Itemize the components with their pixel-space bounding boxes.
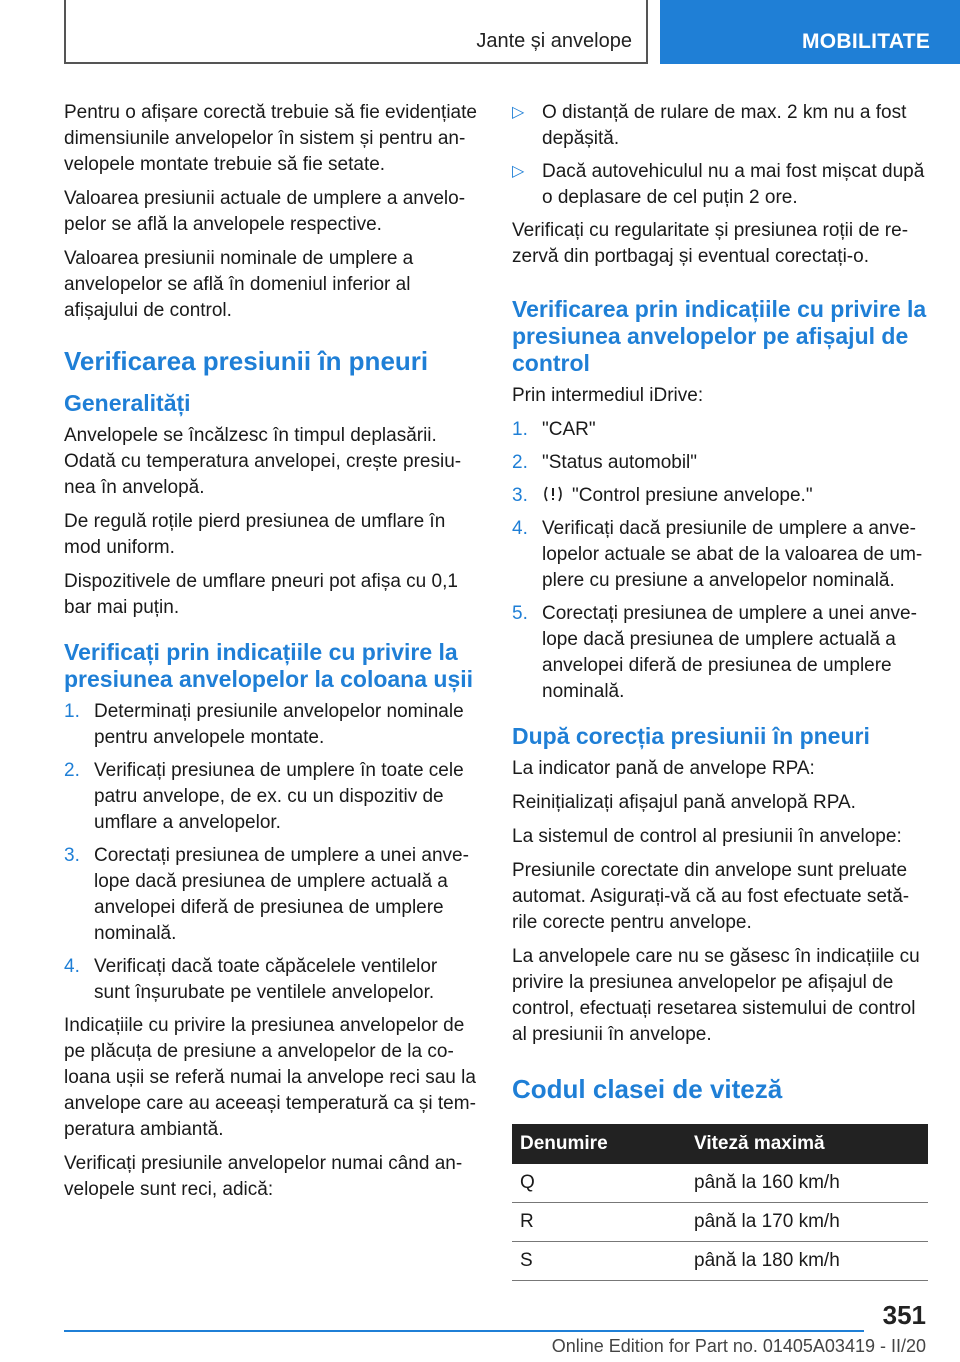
step-number: 4. <box>512 518 528 539</box>
table-cell: R <box>512 1203 686 1242</box>
step-number: 1. <box>64 701 80 722</box>
table-row <box>512 1242 928 1281</box>
after-para: Presiunile corectate din anvelope sunt preluate automat. Asigurați-vă că au fost efectuate setările corecte pentru anvelope. <box>512 860 910 933</box>
speed-class-table <box>512 1124 928 1281</box>
list-item <box>64 954 478 1006</box>
step-text: "Status automobil" <box>542 452 698 473</box>
intro-para: Valoarea presiunii nominale de umplere a anvelopelor se află în domeniul inferior al afișajului de control. <box>64 248 414 321</box>
list-item <box>64 843 478 947</box>
list-item <box>512 516 928 594</box>
heading-check-pressure: Verificarea presiunii în pneuri <box>64 346 429 376</box>
after-para: Reinițializați afișajul pană anvelopă RPA. <box>512 792 856 813</box>
step-number: 5. <box>512 603 528 624</box>
step-number: 2. <box>512 452 528 473</box>
conditions-list <box>512 100 928 211</box>
step-text: "Control presiune anvelope." <box>572 485 813 506</box>
step-text: Corectați presiunea de umplere a unei anvelope dacă presiunea de umplere actuală a anvelopei diferă de presiunea de umplere nominală. <box>94 845 469 944</box>
intro-para: Valoarea presiunii actuale de umplere a anvelopelor se află la anvelopele respective. <box>64 188 466 235</box>
general-para: Anvelopele se încălzesc în timpul deplasării. Odată cu temperatura anvelopei, crește presiunea în anvelopă. <box>64 425 462 498</box>
table-row <box>512 1203 928 1242</box>
left-column <box>64 100 478 1211</box>
step-text: Corectați presiunea de umplere a unei anvelope dacă presiunea de umplere actuală a anvelopei diferă de presiunea de umplere nominală. <box>542 603 917 702</box>
after-para: La sistemul de control al presiunii în anvelope: <box>512 826 902 847</box>
condition-text: Dacă autovehiculul nu a mai fost mișcat după o deplasare de cel puțin 2 ore. <box>542 161 925 208</box>
list-item <box>512 100 928 152</box>
general-para: Dispozitivele de umflare pneuri pot afișa cu 0,1 bar mai puțin. <box>64 571 458 618</box>
header-section-title: Jante și anvelope <box>476 30 632 52</box>
triangle-bullet-icon: ▷ <box>512 104 525 121</box>
step-number: 3. <box>512 485 528 506</box>
list-item <box>512 483 928 509</box>
table-cell: S <box>512 1242 686 1281</box>
step-text: "CAR" <box>542 419 596 440</box>
footer-edition: Online Edition for Part no. 01405A03419 - II/20 <box>551 1336 926 1356</box>
table-cell: Q <box>512 1164 686 1203</box>
door-para: Verificați presiunile anvelopelor numai când anvelopele sunt reci, adică: <box>64 1153 463 1200</box>
triangle-bullet-icon: ▷ <box>512 163 525 180</box>
condition-text: O distanță de rulare de max. 2 km nu a fost depășită. <box>542 102 907 149</box>
table-cell: până la 160 km/h <box>686 1164 928 1203</box>
spare-wheel-para: Verificați cu regularitate și presiunea roții de rezervă din portbagaj și eventual corectați-o. <box>512 220 909 267</box>
step-text: Determinați presiunile anvelopelor nominale pentru anvelopele montate. <box>94 701 464 748</box>
header-chapter-tab: MOBILITATE <box>660 0 960 64</box>
step-number: 3. <box>64 845 80 866</box>
table-cell: până la 170 km/h <box>686 1203 928 1242</box>
step-text: Verificați dacă presiunile de umplere a anvelopelor actuale se abat de la valoarea de umplere cu presiune a anvelopelor nominală. <box>542 518 923 591</box>
step-number: 2. <box>64 760 80 781</box>
step-text: Verificați presiunea de umplere în toate cele patru anvelope, de ex. cu un dispozitiv de umflare a anvelopelor. <box>94 760 464 833</box>
table-header-row <box>512 1124 928 1164</box>
step-number: 4. <box>64 956 80 977</box>
page-number: 351 <box>882 1300 926 1330</box>
list-item <box>64 699 478 751</box>
column-header: Viteză maximă <box>686 1124 928 1164</box>
door-para: Indicațiile cu privire la presiunea anvelopelor de pe plăcuța de presiune a anvelopelor de la coloana ușii se referă numai la anvelope reci sau la anvelope care au aceeași temperatură ca și temperatura ambiantă. <box>64 1015 476 1140</box>
idrive-steps-list <box>512 417 928 705</box>
right-column <box>512 100 928 1281</box>
heading-general: Generalități <box>64 390 191 416</box>
intro-para: Pentru o afișare corectă trebuie să fie evidențiate dimensiunile anvelopelor în sistem și pentru anvelopele montate trebuie să fie setate. <box>64 102 477 175</box>
list-item <box>512 450 928 476</box>
table-cell: până la 180 km/h <box>686 1242 928 1281</box>
idrive-intro: Prin intermediul iDrive: <box>512 385 704 406</box>
list-item <box>512 159 928 211</box>
list-item <box>512 417 928 443</box>
heading-door-pillar: Verificați prin indicațiile cu privire la presiunea anvelopelor la coloana ușii <box>64 639 474 692</box>
table-row <box>512 1164 928 1203</box>
door-steps-list <box>64 699 478 1006</box>
tire-pressure-warning-icon <box>542 485 564 503</box>
general-para: De regulă roțile pierd presiunea de umflare în mod uniform. <box>64 511 446 558</box>
list-item <box>512 601 928 705</box>
footer-divider <box>64 1330 864 1332</box>
heading-speed-class: Codul clasei de viteză <box>512 1074 783 1104</box>
heading-after-correction: După corecția presiunii în pneuri <box>512 723 870 749</box>
after-para: La indicator pană de anvelope RPA: <box>512 758 815 779</box>
header-box <box>64 0 648 64</box>
heading-control-display: Verificarea prin indicațiile cu privire la presiunea anvelopelor pe afișajul de control <box>512 296 927 376</box>
column-header: Denumire <box>512 1124 686 1164</box>
list-item <box>64 758 478 836</box>
after-para: La anvelopele care nu se găsesc în indicațiile cu privire la presiunea anvelopelor pe afișajul de control, efectuați resetarea sistemului de control al presiunii în anvelope. <box>512 946 920 1045</box>
step-number: 1. <box>512 419 528 440</box>
step-text: Verificați dacă toate căpăcelele ventilelor sunt înșurubate pe ventilele anvelopelor. <box>94 956 438 1003</box>
